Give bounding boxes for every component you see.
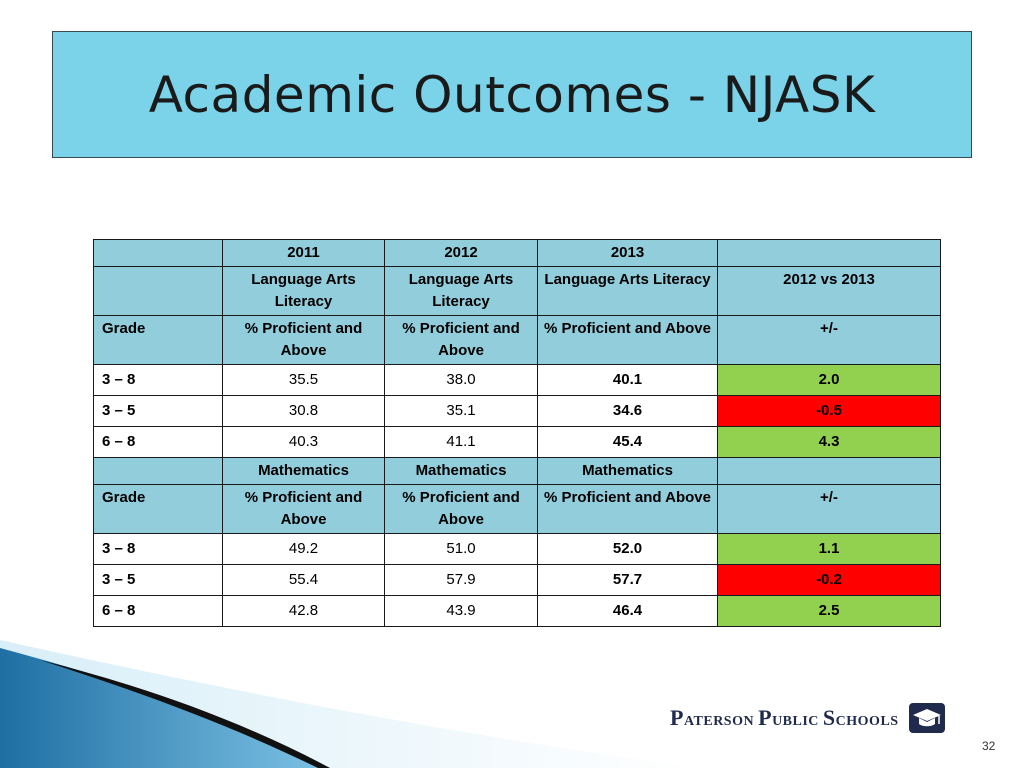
grade-cell: 3 – 8 [94, 534, 223, 565]
header-year-2013: 2013 [538, 240, 718, 267]
value-2012: 41.1 [385, 427, 538, 458]
header-year-2012: 2012 [385, 240, 538, 267]
table-row [94, 365, 941, 396]
ela-metric-2011: % Proficient and Above [223, 316, 385, 365]
math-metric-row [94, 485, 941, 534]
school-logo [670, 703, 945, 733]
header-cell-empty [94, 267, 223, 316]
decorative-swoosh [0, 640, 700, 768]
value-2013: 57.7 [538, 565, 718, 596]
grade-header: Grade [94, 316, 223, 365]
grade-cell: 3 – 5 [94, 396, 223, 427]
value-2013: 40.1 [538, 365, 718, 396]
ela-subject-row [94, 267, 941, 316]
diff-cell: 2.0 [718, 365, 941, 396]
math-subject-2013: Mathematics [538, 458, 718, 485]
value-2013: 52.0 [538, 534, 718, 565]
page-number: 32 [982, 739, 996, 753]
grade-cell: 6 – 8 [94, 596, 223, 627]
value-2013: 46.4 [538, 596, 718, 627]
header-cell-empty [718, 240, 941, 267]
value-2011: 42.8 [223, 596, 385, 627]
grade-header: Grade [94, 485, 223, 534]
value-2012: 35.1 [385, 396, 538, 427]
ela-subject-2012: Language Arts Literacy [385, 267, 538, 316]
diff-cell: -0.5 [718, 396, 941, 427]
table-row [94, 596, 941, 627]
njask-outcomes-table [93, 239, 941, 627]
value-2011: 55.4 [223, 565, 385, 596]
value-2013: 45.4 [538, 427, 718, 458]
title-banner [52, 31, 972, 158]
comparison-header: 2012 vs 2013 [718, 267, 941, 316]
logo-wordmark: PATERSON PUBLIC SCHOOLS [670, 705, 899, 730]
diff-cell: 1.1 [718, 534, 941, 565]
value-2011: 49.2 [223, 534, 385, 565]
grade-cell: 6 – 8 [94, 427, 223, 458]
math-metric-2011: % Proficient and Above [223, 485, 385, 534]
value-2011: 40.3 [223, 427, 385, 458]
table-row [94, 565, 941, 596]
value-2011: 35.5 [223, 365, 385, 396]
value-2011: 30.8 [223, 396, 385, 427]
value-2012: 57.9 [385, 565, 538, 596]
header-year-2011: 2011 [223, 240, 385, 267]
diff-cell: -0.2 [718, 565, 941, 596]
header-cell-empty [94, 458, 223, 485]
value-2012: 51.0 [385, 534, 538, 565]
ela-metric-2012: % Proficient and Above [385, 316, 538, 365]
value-2012: 43.9 [385, 596, 538, 627]
ela-subject-2011: Language Arts Literacy [223, 267, 385, 316]
value-2013: 34.6 [538, 396, 718, 427]
math-subject-2011: Mathematics [223, 458, 385, 485]
diff-cell: 2.5 [718, 596, 941, 627]
math-subject-2012: Mathematics [385, 458, 538, 485]
value-2012: 38.0 [385, 365, 538, 396]
ela-metric-2013: % Proficient and Above [538, 316, 718, 365]
math-metric-2013: % Proficient and Above [538, 485, 718, 534]
slide-title: Academic Outcomes - NJASK [148, 65, 876, 124]
header-cell-empty [94, 240, 223, 267]
math-subject-row [94, 458, 941, 485]
year-header-row [94, 240, 941, 267]
table-row [94, 427, 941, 458]
grade-cell: 3 – 8 [94, 365, 223, 396]
table-row [94, 534, 941, 565]
math-metric-2012: % Proficient and Above [385, 485, 538, 534]
header-cell-empty [718, 458, 941, 485]
ela-subject-2013: Language Arts Literacy [538, 267, 718, 316]
grade-cell: 3 – 5 [94, 565, 223, 596]
table-row [94, 396, 941, 427]
diff-cell: 4.3 [718, 427, 941, 458]
graduation-cap-icon [909, 703, 945, 733]
delta-header: +/- [718, 485, 941, 534]
delta-header: +/- [718, 316, 941, 365]
ela-metric-row [94, 316, 941, 365]
